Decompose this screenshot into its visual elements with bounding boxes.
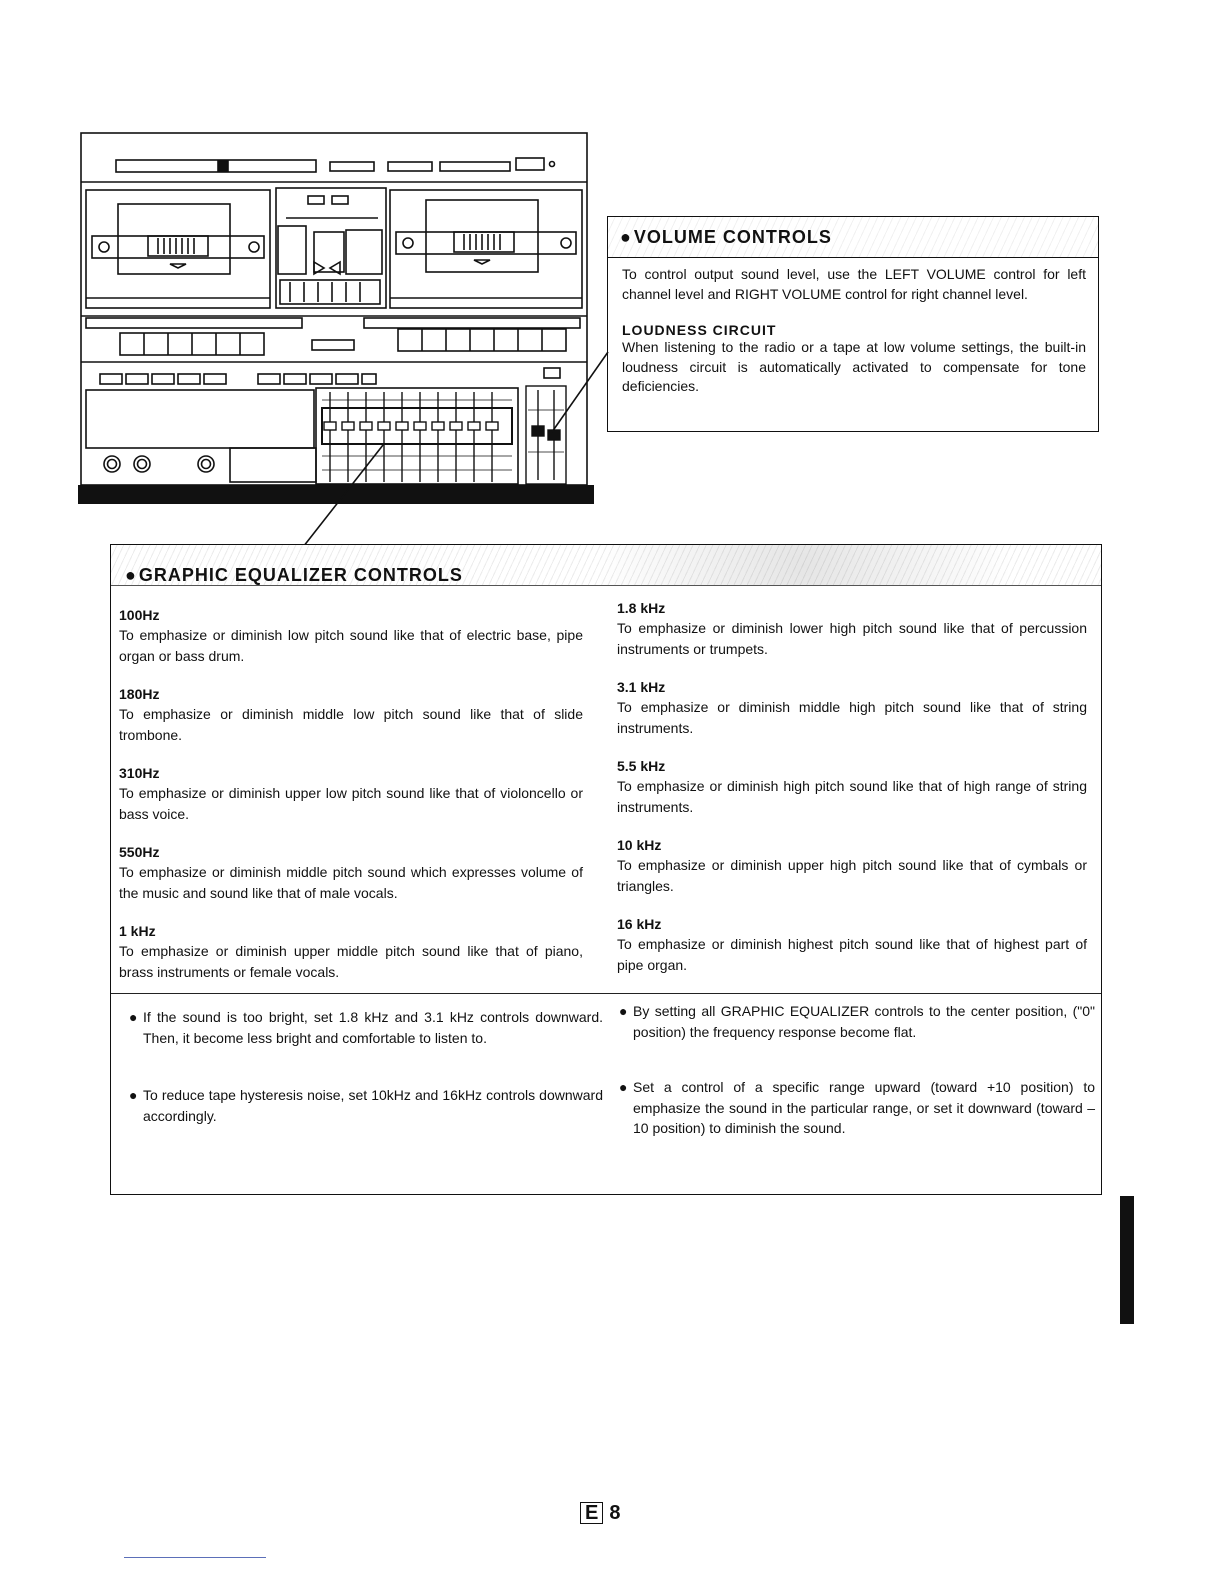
bullet-icon: ● xyxy=(129,1009,138,1025)
footer-rule xyxy=(124,1557,266,1558)
bullet-icon: ● xyxy=(129,1087,138,1103)
graphic-equalizer-title: ● GRAPHIC EQUALIZER CONTROLS xyxy=(125,565,463,585)
band-1khz xyxy=(119,921,583,982)
loudness-heading: LOUDNESS CIRCUIT xyxy=(622,322,777,338)
graphic-equalizer-panel xyxy=(110,544,1102,1195)
equalizer-bands-left xyxy=(119,605,583,1000)
band-label: 5.5 kHz xyxy=(617,758,666,774)
band-description: To emphasize or diminish middle pitch sound which expresses volume of the music and sound like that of male vocals. xyxy=(119,864,583,901)
band-10khz xyxy=(617,835,1087,896)
band-label: 1 kHz xyxy=(119,923,156,939)
band-label: 550Hz xyxy=(119,844,160,860)
band-description: To emphasize or diminish high pitch sound like that of high range of string instruments. xyxy=(617,778,1087,815)
band-label: 180Hz xyxy=(119,686,160,702)
stereo-device-illustration xyxy=(78,130,594,504)
page-number xyxy=(580,1502,620,1525)
equalizer-divider xyxy=(111,993,1101,994)
loudness-description: When listening to the radio or a tape at low volume settings, the built-in loudness circuit is automatically activated to compensate for tone deficiencies. xyxy=(622,339,1086,394)
band-label: 100Hz xyxy=(119,607,160,623)
graphic-equalizer-header xyxy=(111,545,1101,586)
section-letter: E xyxy=(580,1502,603,1524)
band-description: To emphasize or diminish low pitch sound like that of electric base, pipe organ or bass drum. xyxy=(119,627,583,664)
equalizer-bands-right xyxy=(617,598,1087,993)
band-description: To emphasize or diminish upper low pitch sound like that of violoncello or bass voice. xyxy=(119,785,583,822)
page-edge-marker xyxy=(1120,1196,1134,1324)
band-16khz xyxy=(617,914,1087,975)
note-specific-range: ● Set a control of a specific range upward (toward +10 position) to emphasize the sound in the particular range, or set it downward (toward –10 position) to diminish the sound. xyxy=(619,1079,1095,1136)
band-label: 310Hz xyxy=(119,765,160,781)
band-description: To emphasize or diminish middle low pitch sound like that of slide trombone. xyxy=(119,706,583,743)
volume-description: To control output sound level, use the LEFT VOLUME control for left channel level and RIGHT VOLUME control for right channel level. xyxy=(622,266,1086,302)
band-180hz xyxy=(119,684,583,745)
volume-controls-body xyxy=(622,265,1086,397)
note-flat-response: ● By setting all GRAPHIC EQUALIZER controls to the center position, ("0" position) the frequency response become flat. xyxy=(619,1003,1095,1040)
band-310hz xyxy=(119,763,583,824)
band-5-5khz xyxy=(617,756,1087,817)
bullet-icon: ● xyxy=(619,1003,628,1019)
volume-controls-panel xyxy=(607,216,1099,432)
band-description: To emphasize or diminish middle high pitch sound like that of string instruments. xyxy=(617,699,1087,736)
band-description: To emphasize or diminish lower high pitch sound like that of percussion instruments or trumpets. xyxy=(617,620,1087,657)
band-label: 10 kHz xyxy=(617,837,662,853)
band-label: 3.1 kHz xyxy=(617,679,666,695)
band-description: To emphasize or diminish highest pitch sound like that of highest part of pipe organ. xyxy=(617,936,1087,973)
page-number-value: 8 xyxy=(609,1502,621,1524)
volume-controls-header xyxy=(608,217,1098,258)
note-tape-hysteresis: ● To reduce tape hysteresis noise, set 10kHz and 16kHz controls downward accordingly. xyxy=(129,1087,603,1124)
band-100hz xyxy=(119,605,583,666)
volume-controls-title: ● VOLUME CONTROLS xyxy=(620,227,832,247)
band-label: 1.8 kHz xyxy=(617,600,666,616)
band-label: 16 kHz xyxy=(617,916,662,932)
bullet-icon: ● xyxy=(619,1079,628,1095)
band-description: To emphasize or diminish upper high pitch sound like that of cymbals or triangles. xyxy=(617,857,1087,894)
note-too-bright: ● If the sound is too bright, set 1.8 kHz and 3.1 kHz controls downward. Then, it become less bright and comfortable to listen to. xyxy=(129,1009,603,1046)
band-550hz xyxy=(119,842,583,903)
band-description: To emphasize or diminish upper middle pitch sound like that of piano, brass instruments or female vocals. xyxy=(119,943,583,980)
band-3-1khz xyxy=(617,677,1087,738)
band-1-8khz xyxy=(617,598,1087,659)
